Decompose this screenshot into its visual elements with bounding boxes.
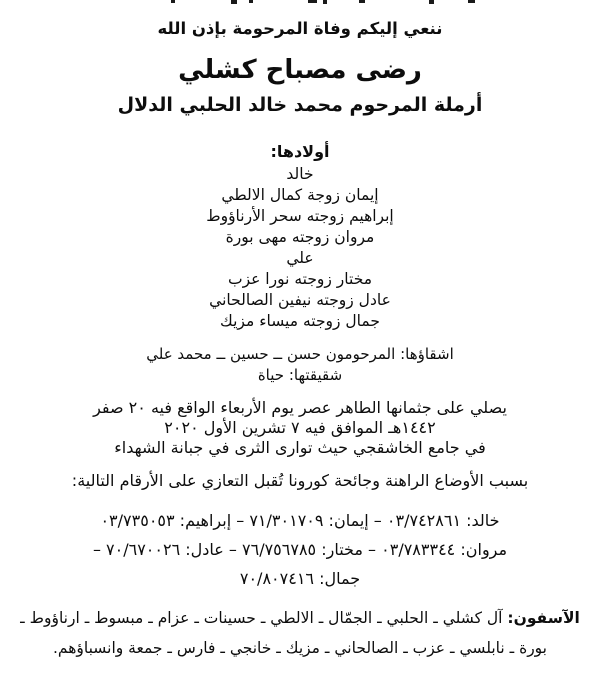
- brothers-line: اشقاؤها: المرحومون حسن ــ حسين ــ محمد علي: [146, 345, 454, 363]
- announcement-intro: ننعي إليكم وفاة المرحومة بإذن الله: [157, 19, 443, 38]
- deceased-name: رضى مصباح كشلي: [178, 55, 422, 85]
- siblings-section: [0, 344, 600, 386]
- child-item: مروان زوجته مهى بورة: [225, 228, 375, 246]
- funeral-details: [0, 398, 600, 458]
- child-item: إبراهيم زوجته سحر الأرناؤوط: [206, 207, 394, 225]
- children-section-label: أولادها:: [270, 142, 330, 161]
- phone-line: جمال: ٧٠/٨٠٧٤١٦: [239, 569, 361, 588]
- child-item: علي: [286, 249, 314, 267]
- phone-line: خالد: ٠٣/٧٤٢٨٦١ – إيمان: ٧١/٣٠١٧٠٩ – إبراهيم: ٠٣/٧٣٥٠٥٣: [100, 511, 500, 530]
- phone-line: مروان: ٠٣/٧٨٣٣٤٤ – مختار: ٧٦/٧٥٦٧٨٥ – عادل: ٧٠/٦٧٠٠٢٦ –: [92, 540, 508, 559]
- widow-of-line: أرملة المرحوم محمد خالد الحلبي الدلال: [117, 94, 483, 116]
- funeral-line: في جامع الخاشقجي حيث توارى الثرى في جبانة الشهداء: [114, 438, 486, 457]
- condolence-phone-numbers: [0, 506, 600, 593]
- funeral-line: يصلي على جثمانها الطاهر عصر يوم الأربعاء الواقع فيه ٢٠ صفر: [93, 398, 507, 417]
- mourners-section: [0, 603, 600, 663]
- mourners-label: الآسفون:: [507, 609, 580, 627]
- mourners-families-1: آل كشلي ـ الحلبي ـ الجمّال ـ الالطي ـ حسينات ـ عزام ـ مبسوط ـ ارناؤوط ـ: [20, 609, 503, 627]
- sister-line: شقيقتها: حياة: [257, 366, 343, 384]
- child-item: جمال زوجته ميساء مزيك: [220, 312, 380, 330]
- child-item: إيمان زوجة كمال الالطي: [221, 186, 379, 204]
- child-item: عادل زوجته نيفين الصالحاني: [209, 291, 391, 309]
- funeral-line: ١٤٤٢هـ الموافق فيه ٧ تشرين الأول ٢٠٢٠: [164, 418, 436, 437]
- clipped-text-fragments: [0, 0, 600, 5]
- mourners-line-1: [0, 603, 600, 633]
- condolence-note: بسبب الأوضاع الراهنة وجائحة كورونا تُقبل التعازي على الأرقام التالية:: [71, 471, 529, 490]
- children-list: [0, 164, 600, 332]
- child-item: مختار زوجته نورا عزب: [227, 270, 373, 288]
- child-item: خالد: [286, 165, 314, 183]
- mourners-line-2: بورة ـ نابلسي ـ عزب ـ الصالحاني ـ مزيك ـ خانجي ـ فارس ـ جمعة وانسباؤهم.: [53, 639, 547, 657]
